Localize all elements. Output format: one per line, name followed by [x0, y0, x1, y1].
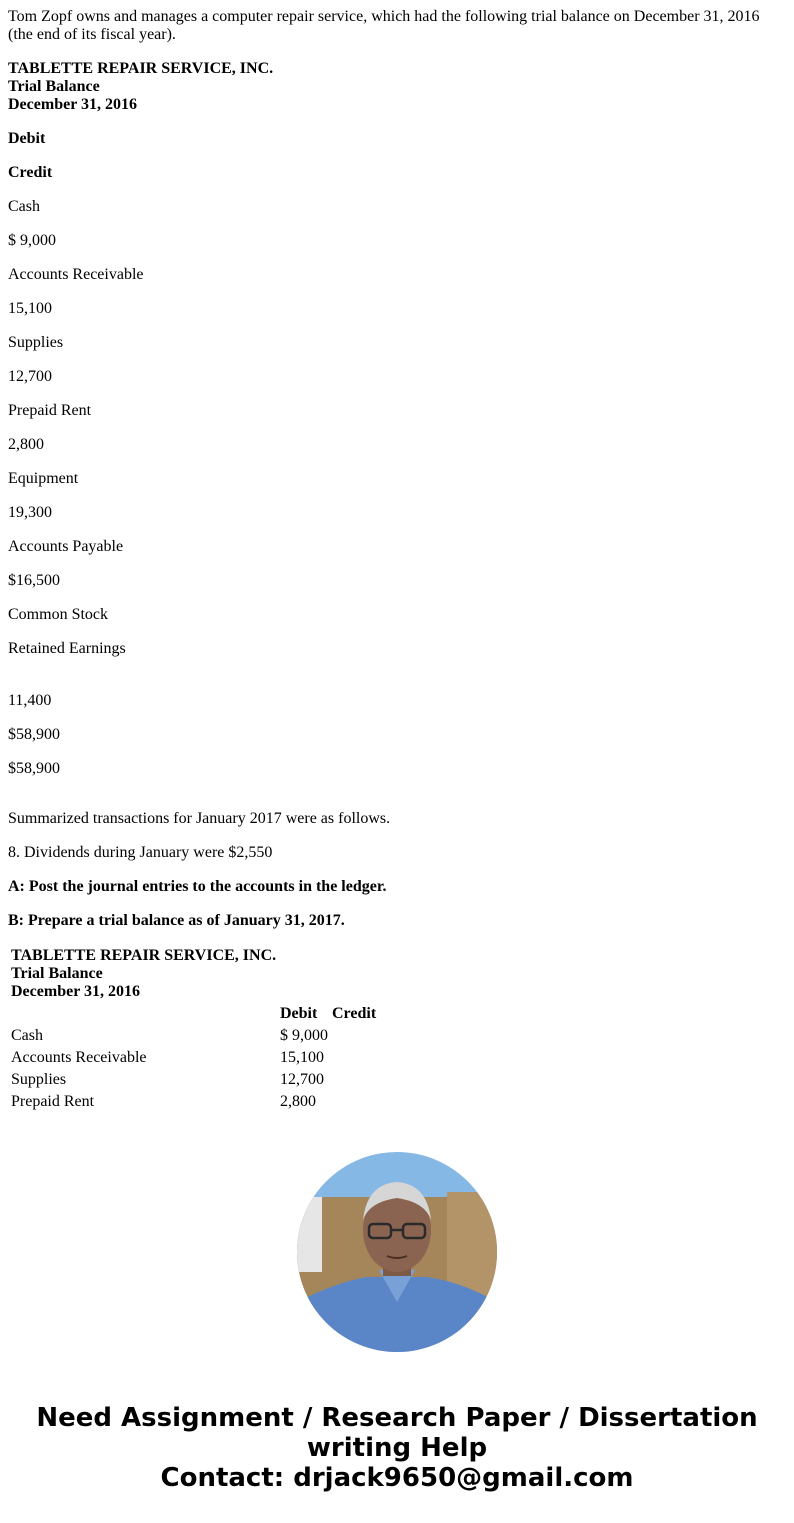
debit-cell: $ 9,000: [280, 1027, 328, 1044]
cta-contact-email: Contact: drjack9650@gmail.com: [160, 1463, 634, 1493]
line-cash: Cash: [8, 198, 40, 215]
table-row: [10, 1070, 377, 1090]
report-name: Trial Balance: [8, 78, 100, 95]
intro-paragraph: Tom Zopf owns and manages a computer repair service, which had the following trial balance on December 31, 2016 (the end of its fiscal year).: [8, 8, 760, 43]
credit-cell: [331, 1092, 377, 1112]
table-date: December 31, 2016: [11, 983, 140, 1000]
cta-line-2: writing Help: [306, 1433, 488, 1463]
task-a: A: Post the journal entries to the accounts in the ledger.: [8, 878, 387, 895]
line-ap: Accounts Payable: [8, 538, 124, 555]
line-re-amount: 11,400: [8, 692, 52, 709]
spacer: [8, 794, 786, 810]
table-title-row: [10, 946, 377, 1002]
transactions-intro: Summarized transactions for January 2017 were as follows.: [8, 810, 391, 827]
credit-label: Credit: [8, 164, 53, 181]
report-date: December 31, 2016: [8, 96, 137, 113]
credit-cell: [331, 1070, 377, 1090]
total-credit: $58,900: [8, 760, 60, 777]
total-debit: $58,900: [8, 726, 60, 743]
account-cell: Cash: [11, 1027, 43, 1044]
account-cell: Prepaid Rent: [11, 1093, 95, 1110]
avatar-photo: [297, 1152, 497, 1352]
transaction-item-8: 8. Dividends during January were $2,550: [8, 844, 273, 861]
author-avatar: [297, 1152, 497, 1352]
account-cell: Accounts Receivable: [11, 1049, 147, 1066]
line-ar-amount: 15,100: [8, 300, 52, 317]
line-equipment: Equipment: [8, 470, 79, 487]
line-supplies: Supplies: [8, 334, 64, 351]
account-cell: Supplies: [11, 1071, 67, 1088]
trial-balance-heading: [8, 60, 786, 114]
company-name: TABLETTE REPAIR SERVICE, INC.: [8, 60, 274, 77]
task-b: B: Prepare a trial balance as of January 31, 2017.: [8, 912, 345, 929]
line-equipment-amount: 19,300: [8, 504, 52, 521]
debit-label: Debit: [8, 130, 46, 147]
table-company: TABLETTE REPAIR SERVICE, INC.: [11, 947, 277, 964]
debit-cell: 2,800: [280, 1093, 316, 1110]
cta-line-1: Need Assignment / Research Paper / Dissertation: [36, 1403, 758, 1433]
credit-cell: [331, 1048, 377, 1068]
debit-cell: 12,700: [280, 1071, 324, 1088]
table-header-row: [10, 1004, 377, 1024]
table-row: [10, 1048, 377, 1068]
table-report: Trial Balance: [11, 965, 103, 982]
table-title-cell: [10, 946, 377, 1002]
line-ar: Accounts Receivable: [8, 266, 144, 283]
table-row: [10, 1092, 377, 1112]
line-retained-earnings: Retained Earnings: [8, 640, 126, 657]
line-supplies-amount: 12,700: [8, 368, 52, 385]
line-common-stock: Common Stock: [8, 606, 109, 623]
credit-cell: [331, 1026, 377, 1046]
header-credit: Credit: [332, 1005, 377, 1022]
line-ap-amount: $16,500: [8, 572, 60, 589]
header-debit: Debit: [280, 1005, 318, 1022]
line-prepaid-rent-amount: 2,800: [8, 436, 44, 453]
trial-balance-table: [8, 944, 379, 1114]
header-account: [10, 1004, 277, 1024]
debit-cell: 15,100: [280, 1049, 324, 1066]
spacer: [8, 674, 786, 692]
line-cash-amount: $ 9,000: [8, 232, 56, 249]
contact-banner: [0, 1403, 794, 1493]
table-row: [10, 1026, 377, 1046]
line-prepaid-rent: Prepaid Rent: [8, 402, 92, 419]
